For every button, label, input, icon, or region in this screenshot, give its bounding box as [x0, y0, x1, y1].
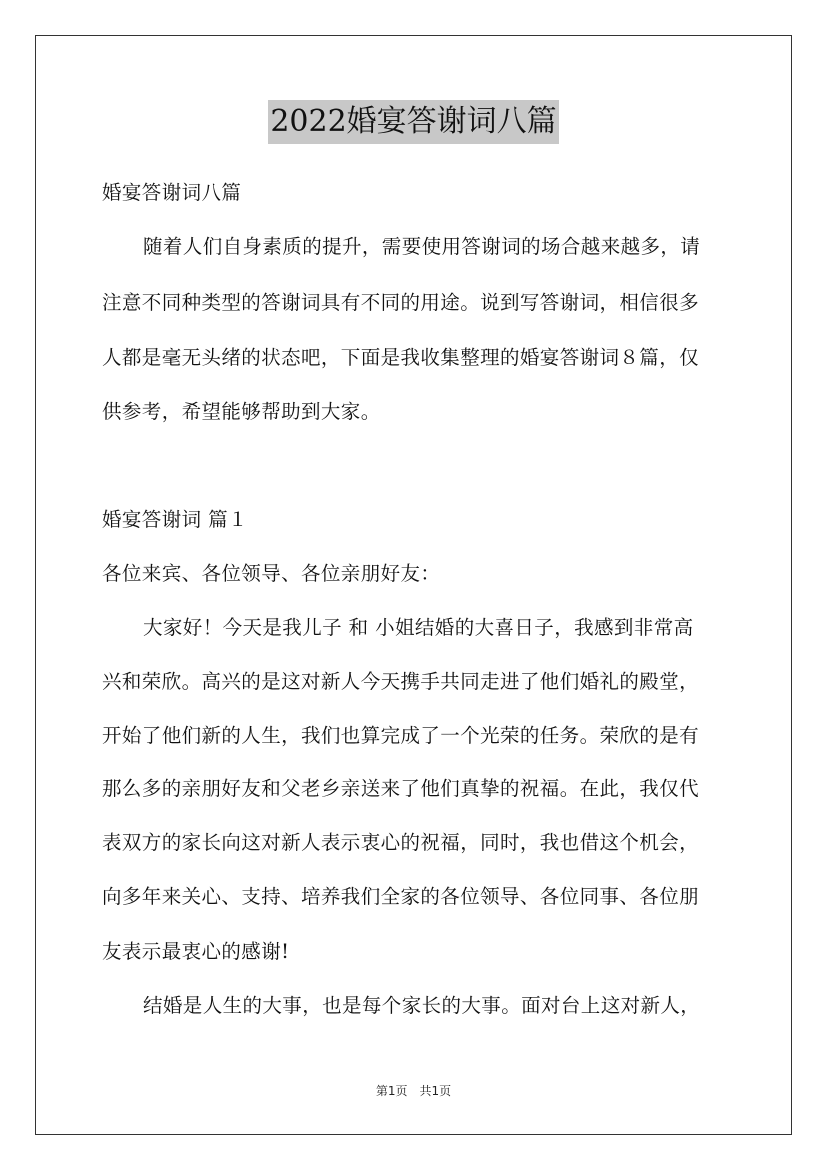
para1-line-5: 表双方的家长向这对新人表示衷心的祝福，同时，我也借这个机会， [102, 831, 700, 854]
intro-line-3: 人都是毫无头绪的状态吧，下面是我收集整理的婚宴答谢词８篇，仅 [102, 346, 700, 369]
para1-line-4: 那么多的亲朋好友和父老乡亲送来了他们真挚的祝福。在此，我仅代 [102, 777, 700, 800]
page-number-footer: 第1页 共1页 [375, 1084, 452, 1098]
para1-line-1: 大家好！今天是我儿子 和 小姐结婚的大喜日子，我感到非常高 [143, 616, 694, 639]
para1-line-6: 向多年来关心、支持、培养我们全家的各位领导、各位同事、各位朋 [102, 885, 700, 908]
section-heading: 婚宴答谢词 篇１ [102, 508, 248, 531]
para1-line-7: 友表示最衷心的感谢! [102, 940, 290, 963]
para1-line-3: 开始了他们新的人生，我们也算完成了一个光荣的任务。荣欣的是有 [102, 724, 700, 747]
title-container [0, 100, 827, 144]
para1-line-2: 兴和荣欣。高兴的是这对新人今天携手共同走进了他们婚礼的殿堂， [102, 670, 700, 693]
intro-line-4: 供参考，希望能够帮助到大家。 [102, 400, 381, 423]
document-heading: 婚宴答谢词八篇 [102, 181, 242, 204]
document-title: 2022婚宴答谢词八篇 [268, 100, 558, 144]
para2-line-1: 结婚是人生的大事，也是每个家长的大事。面对台上这对新人， [143, 994, 701, 1017]
intro-line-1: 随着人们自身素质的提升，需要使用答谢词的场合越来越多，请 [143, 235, 701, 258]
greeting-line: 各位来宾、各位领导、各位亲朋好友： [102, 562, 441, 585]
intro-line-2: 注意不同种类型的答谢词具有不同的用途。说到写答谢词，相信很多 [102, 291, 700, 314]
